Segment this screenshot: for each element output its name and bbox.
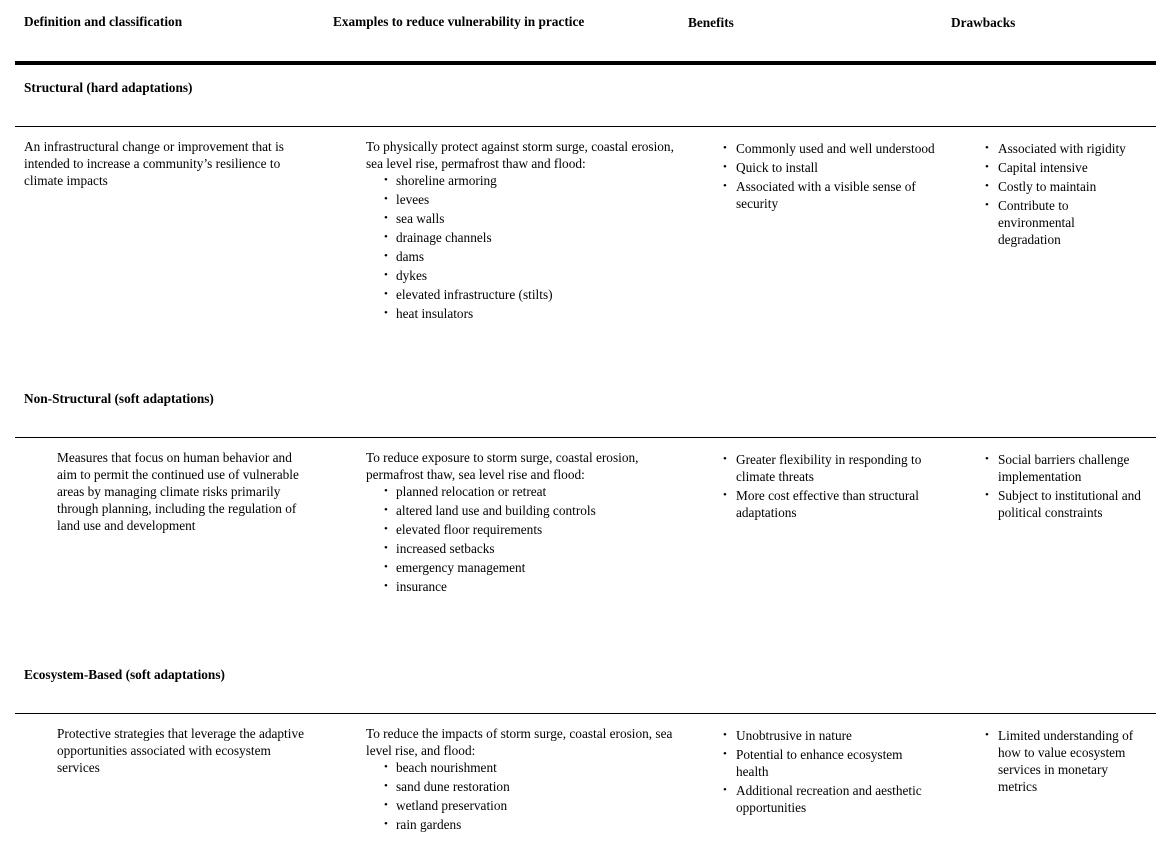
section-rule-non-structural	[15, 437, 1156, 438]
list-item: • wetland preservation	[384, 797, 676, 814]
list-item: • planned relocation or retreat	[384, 483, 676, 500]
list-item: • More cost effective than structural adaptations	[723, 487, 938, 521]
benefits-list	[723, 727, 938, 816]
list-item: • emergency management	[384, 559, 676, 576]
examples-structural	[366, 138, 676, 324]
header-drawbacks: Drawbacks	[951, 15, 1016, 30]
list-item: • Associated with a visible sense of security	[723, 178, 938, 212]
header-benefits: Benefits	[688, 15, 734, 30]
section-title-ecosystem-based: Ecosystem-Based (soft adaptations)	[24, 667, 225, 682]
drawbacks-list	[985, 727, 1135, 795]
examples-intro: To reduce exposure to storm surge, coastal erosion, permafrost thaw, sea level rise and flood:	[366, 450, 639, 482]
benefits-non-structural	[723, 451, 938, 523]
section-rule-ecosystem-based	[15, 713, 1156, 714]
definition-non-structural: Measures that focus on human behavior and aim to permit the continued use of vulnerable areas by managing climate risks primarily through planning, including the regulation of land use and development	[57, 450, 299, 533]
list-item: • insurance	[384, 578, 676, 595]
benefits-list	[723, 451, 938, 521]
examples-intro: To reduce the impacts of storm surge, coastal erosion, sea level rise, and flood:	[366, 726, 673, 758]
list-item: • Limited understanding of how to value ecosystem services in monetary metrics	[985, 727, 1135, 795]
examples-list	[384, 483, 676, 595]
list-item: • rain gardens	[384, 816, 676, 833]
header-definition: Definition and classification	[24, 14, 183, 29]
list-item: • Unobtrusive in nature	[723, 727, 938, 744]
benefits-structural	[723, 140, 938, 214]
list-item: • elevated infrastructure (stilts)	[384, 286, 676, 303]
benefits-list	[723, 140, 938, 212]
header-examples: Examples to reduce vulnerability in practice	[333, 14, 585, 29]
section-title-non-structural: Non-Structural (soft adaptations)	[24, 391, 214, 406]
list-item: • Quick to install	[723, 159, 938, 176]
list-item: • altered land use and building controls	[384, 502, 676, 519]
list-item: • Costly to maintain	[985, 178, 1100, 195]
definition-ecosystem-based: Protective strategies that leverage the adaptive opportunities associated with ecosystem services	[57, 726, 304, 775]
benefits-ecosystem-based	[723, 727, 938, 818]
list-item: • elevated floor requirements	[384, 521, 676, 538]
list-item: • Potential to enhance ecosystem health	[723, 746, 938, 780]
definition-structural: An infrastructural change or improvement that is intended to increase a community’s resilience to climate impacts	[24, 139, 284, 188]
list-item: • Social barriers challenge implementation	[985, 451, 1150, 485]
list-item: • sand dune restoration	[384, 778, 676, 795]
drawbacks-list	[985, 140, 1126, 248]
list-item: • Greater flexibility in responding to climate threats	[723, 451, 938, 485]
list-item: • Capital intensive	[985, 159, 1100, 176]
drawbacks-structural	[985, 140, 1126, 250]
drawbacks-list	[985, 451, 1150, 521]
list-item: • sea walls	[384, 210, 676, 227]
drawbacks-ecosystem-based	[985, 727, 1135, 797]
list-item: • beach nourishment	[384, 759, 676, 776]
list-item: • dykes	[384, 267, 676, 284]
examples-non-structural	[366, 449, 676, 597]
list-item: • Associated with rigidity	[985, 140, 1100, 157]
list-item: • increased setbacks	[384, 540, 676, 557]
examples-ecosystem-based	[366, 725, 676, 835]
list-item: • drainage channels	[384, 229, 676, 246]
list-item: • Commonly used and well understood	[723, 140, 938, 157]
list-item: • levees	[384, 191, 676, 208]
examples-list	[384, 172, 676, 322]
drawbacks-non-structural	[985, 451, 1150, 523]
list-item: • dams	[384, 248, 676, 265]
section-title-structural: Structural (hard adaptations)	[24, 80, 193, 95]
list-item: • shoreline armoring	[384, 172, 676, 189]
list-item: • Additional recreation and aesthetic opportunities	[723, 782, 938, 816]
header-rule	[15, 61, 1156, 65]
examples-list	[384, 759, 676, 833]
list-item: • Subject to institutional and political constraints	[985, 487, 1150, 521]
examples-intro: To physically protect against storm surge, coastal erosion, sea level rise, permafrost thaw and flood:	[366, 139, 674, 171]
list-item: • heat insulators	[384, 305, 676, 322]
list-item: • Contribute to environmental degradation	[985, 197, 1100, 248]
section-rule-structural	[15, 126, 1156, 127]
